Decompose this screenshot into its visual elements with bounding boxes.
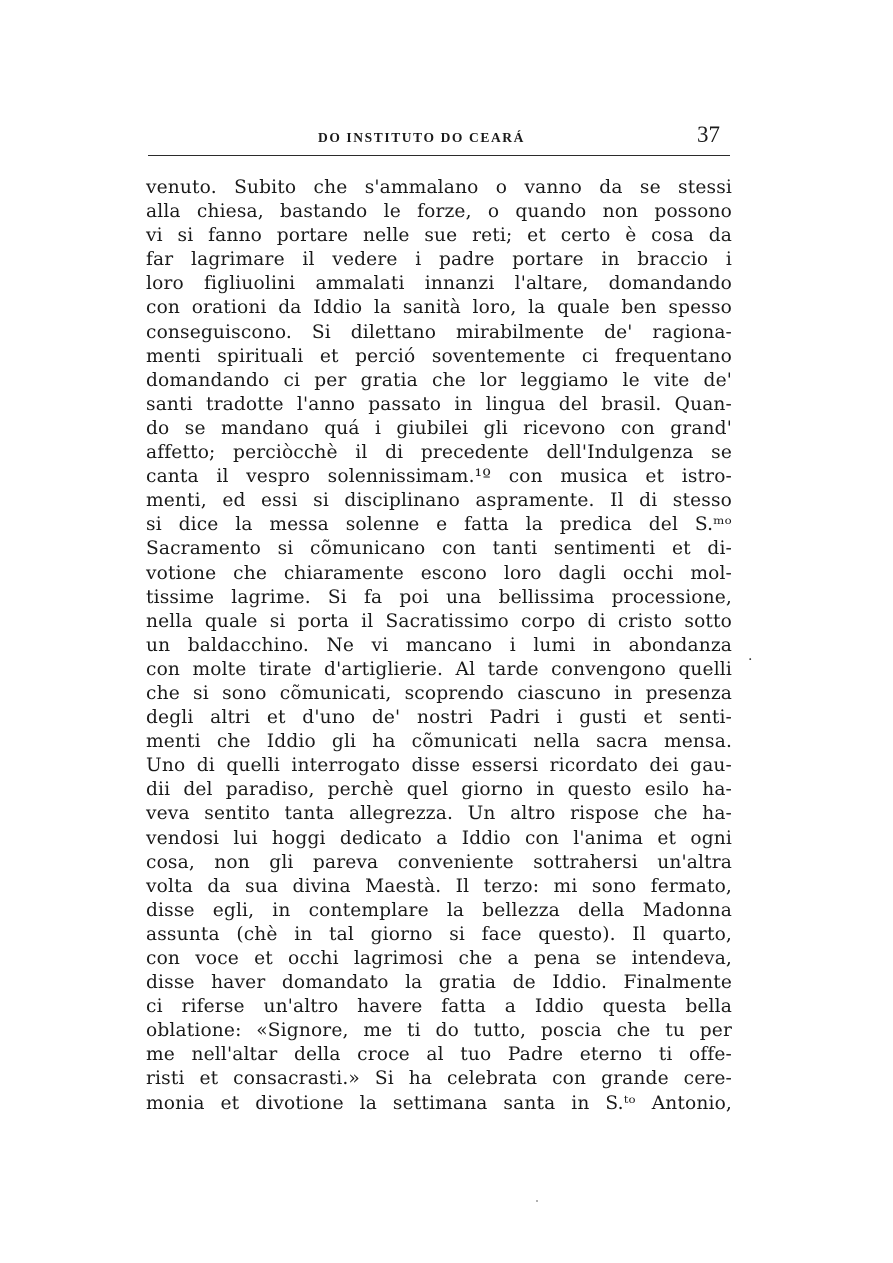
text-line: degli altri et d'uno de' nostri Padri i gusti et senti- xyxy=(146,707,732,729)
paper-speck xyxy=(536,1200,538,1202)
running-title: DO INSTITUTO DO CEARÁ xyxy=(318,130,526,145)
text-line: che si sono cõmunicati, scoprendo ciascuno in presenza xyxy=(146,682,732,704)
text-line: me nell'altar della croce al tuo Padre eterno ti offe- xyxy=(146,1044,732,1066)
text-line: disse egli, in contemplare la bellezza della Madonna xyxy=(146,899,732,921)
text-line: ci riferse un'altro havere fatta a Iddio questa bella xyxy=(146,996,732,1018)
text-line: dii del paradiso, perchè quel giorno in questo esilo ha- xyxy=(146,779,732,801)
text-line: monia et divotione la settimana santa in S.ᵗᵒ Antonio, xyxy=(146,1092,732,1114)
text-line: con molte tirate d'artiglierie. Al tarde convengono quelli xyxy=(146,658,732,680)
text-line: con orationi da Iddio la sanità loro, la quale ben spesso xyxy=(146,297,732,319)
text-line: santi tradotte l'anno passato in lingua del brasil. Quan- xyxy=(146,393,732,415)
text-line: volta da sua divina Maestà. Il terzo: mi sono fermato, xyxy=(146,875,732,897)
text-line: alla chiesa, bastando le forze, o quando non possono xyxy=(146,201,732,223)
text-line: far lagrimare il vedere i padre portare in braccio i xyxy=(146,249,732,271)
text-line: tissime lagrime. Si fa poi una bellissima processione, xyxy=(146,586,732,608)
text-line: menti spirituali et perció soventemente ci frequentano xyxy=(146,345,732,367)
text-line: assunta (chè in tal giorno si face questo). Il quarto, xyxy=(146,923,732,945)
text-line: venuto. Subito che s'ammalano o vanno da se stessi xyxy=(146,177,732,198)
text-line: loro figliuolini ammalati innanzi l'altare, domandando xyxy=(146,273,732,295)
text-line: disse haver domandato la gratia de Iddio. Finalmente xyxy=(146,972,732,994)
text-line: do se mandano quá i giubilei gli ricevono con grand' xyxy=(146,417,732,439)
text-line: vendosi lui hoggi dedicato a Iddio con l'anima et ogni xyxy=(146,827,732,849)
text-line: veva sentito tanta allegrezza. Un altro rispose che ha- xyxy=(146,803,732,825)
text-line: si dice la messa solenne e fatta la predica del S.ᵐᵒ xyxy=(146,514,732,536)
text-line: cosa, non gli pareva conveniente sottrahersi un'altra xyxy=(146,851,732,873)
text-line: oblatione: «Signore, me ti do tutto, poscia che tu per xyxy=(146,1020,732,1042)
text-line: votione che chiaramente escono loro dagli occhi mol- xyxy=(146,562,732,584)
page-number: 37 xyxy=(697,122,720,147)
text-line: Sacramento si cõmunicano con tanti sentimenti et di- xyxy=(146,538,732,560)
margin-mark: . xyxy=(748,648,753,664)
text-line: risti et consacrasti.» Si ha celebrata con grande cere- xyxy=(146,1068,732,1090)
text-line: menti, ed essi si disciplinano aspramente. Il di stesso xyxy=(146,490,732,512)
text-line: menti che Iddio gli ha cõmunicati nella sacra mensa. xyxy=(146,731,732,753)
text-line: domandando ci per gratia che lor leggiamo le vite de' xyxy=(146,369,732,391)
running-head xyxy=(148,122,730,154)
text-line: affetto; perciòcchè il di precedente dell'Indulgenza se xyxy=(146,442,732,464)
header-rule xyxy=(148,155,730,156)
text-line: Uno di quelli interrogato disse essersi ricordato dei gau- xyxy=(146,755,732,777)
text-line: canta il vespro solennissimam.¹º con musica et istro- xyxy=(146,466,732,488)
text-line: conseguiscono. Si dilettano mirabilmente de' ragiona- xyxy=(146,321,732,343)
body-text xyxy=(146,176,732,1116)
text-line: nella quale si porta il Sacratissimo corpo di cristo sotto xyxy=(146,610,732,632)
text-line: vi si fanno portare nelle sue reti; et certo è cosa da xyxy=(146,225,732,247)
text-line: un baldacchino. Ne vi mancano i lumi in abondanza xyxy=(146,634,732,656)
text-line: con voce et occhi lagrimosi che a pena se intendeva, xyxy=(146,948,732,969)
